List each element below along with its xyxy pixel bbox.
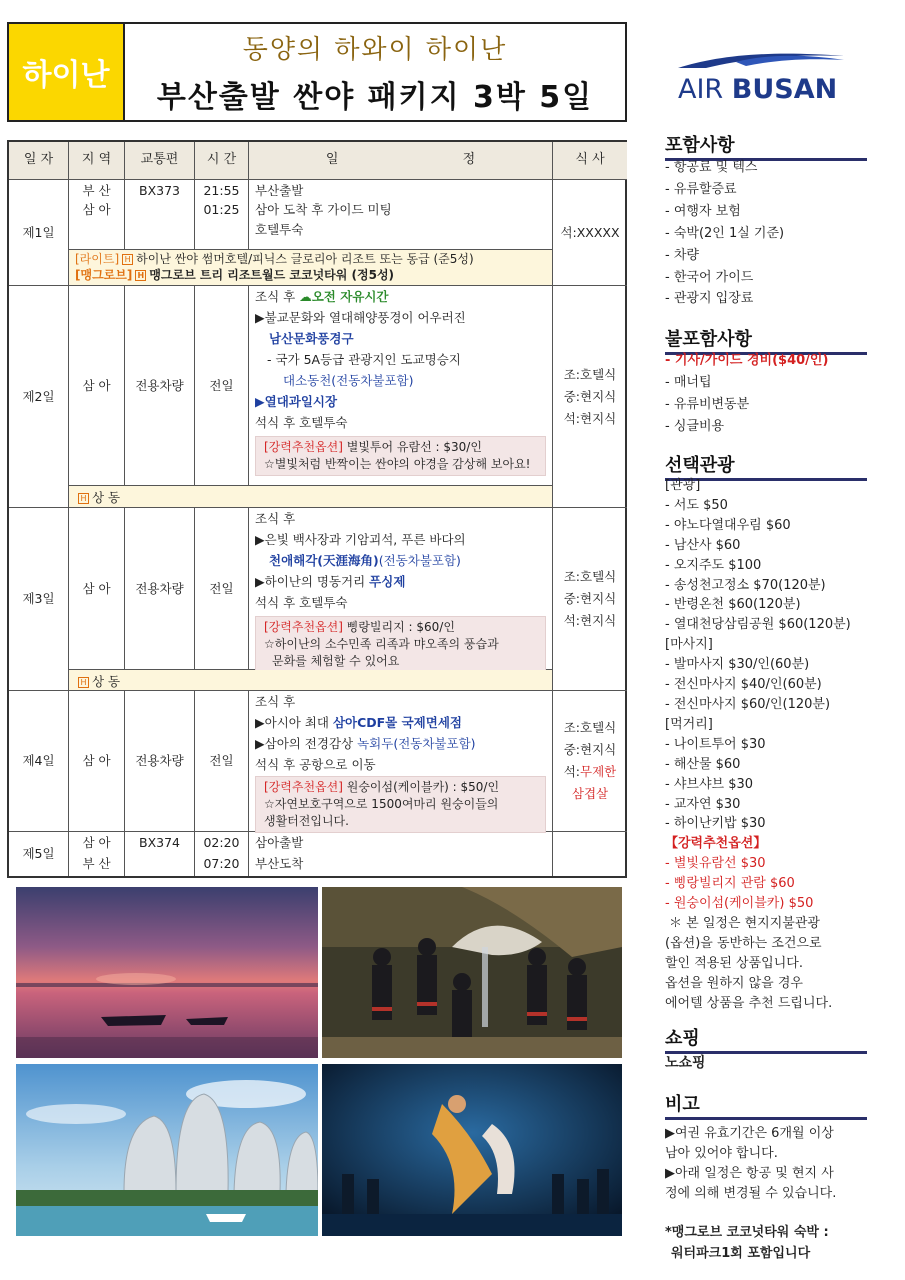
day2-transport: 전용차량 bbox=[125, 286, 195, 486]
day1-transport: BX373 bbox=[125, 180, 195, 250]
day5-region: 삼 아 부 산 bbox=[69, 832, 125, 876]
remarks-list: ▶여권 유효기간은 6개월 이상 남아 있어야 합니다. ▶아래 일정은 항공 및 현지 사 정에 의해 변경될 수 있습니다. bbox=[665, 1126, 837, 1201]
day1-label: 제1일 bbox=[9, 180, 69, 286]
hotel-icon: H bbox=[78, 493, 89, 504]
day1-hotel: [라이트] H 하이난 싼야 썸머호텔/피닉스 글로리아 리조트 또는 동급 (준5성) [맹그로브] H 맹그로브 트리 리조트월드 코코넛타워 (정5성) bbox=[69, 250, 553, 286]
day2-schedule: 조식 후 ☁오전 자유시간 ▶불교문화와 열대해양풍경이 어우러진 남산문화풍경구 - 국가 5A등급 관광지인 도교명승지 대소동천(전동차불포함) ▶열대과일시장 석식 후 호텔투숙 [강력추천옵션] 별빛투어 유람선 : $30/인 ☆별빛처럼 반짝이는 싼야의 야경을 감상해 보아요! bbox=[249, 286, 553, 486]
logo-text-busan: BUSAN bbox=[731, 74, 838, 105]
day3-time: 전일 bbox=[195, 508, 249, 670]
sunset-sea-photo bbox=[16, 887, 318, 1058]
header-subtitle: 동양의 하와이 하이난 bbox=[242, 34, 508, 65]
header-title: 부산출발 싼야 패키지 3박 5일 bbox=[156, 79, 594, 115]
included-heading: 포함사항 bbox=[665, 131, 867, 161]
day3-label: 제3일 bbox=[9, 508, 69, 691]
day2-region: 삼 아 bbox=[69, 286, 125, 486]
col-header-region: 지 역 bbox=[69, 142, 125, 180]
col-header-schedule: 일 정 bbox=[249, 142, 553, 180]
excluded-list: - 기사/가이드 경비($40/인) - 매너팁 - 유류비변동분 - 싱글비용 bbox=[665, 353, 829, 434]
recommend-heading: 【강력추천옵션】 bbox=[665, 836, 767, 852]
day5-schedule: 삼아출발 부산도착 bbox=[249, 832, 553, 876]
day5-label: 제5일 bbox=[9, 832, 69, 876]
day2-option-box: [강력추천옵션] 별빛투어 유람선 : $30/인 ☆별빛처럼 반짝이는 싼야의 야경을 감상해 보아요! bbox=[255, 436, 546, 476]
day4-time: 전일 bbox=[195, 691, 249, 832]
day1-region: 부 산 삼 아 bbox=[69, 180, 125, 250]
air-busan-logo bbox=[670, 48, 850, 108]
header-banner bbox=[7, 22, 627, 122]
footer-note: *맹그로브 코코넛타워 숙박 : 워터파크1회 포함입니다 bbox=[665, 1225, 829, 1261]
day2-time: 전일 bbox=[195, 286, 249, 486]
excluded-heading: 불포함사항 bbox=[665, 325, 867, 355]
day2-meals: 조:호텔식 중:현지식 석:현지식 bbox=[553, 286, 627, 508]
optional-tour-heading: 선택관광 bbox=[665, 451, 867, 481]
col-header-day: 일 자 bbox=[9, 142, 69, 180]
phoenix-island-photo bbox=[16, 1064, 318, 1236]
included-list: - 항공료 및 텍스 - 유류할증료 - 여행자 보험 - 숙박(2인 1실 기준) - 차량 - 한국어 가이드 - 관광지 입장료 bbox=[665, 160, 785, 307]
day4-meals: 조:호텔식 중:현지식 석:무제한 삼겹살 bbox=[553, 691, 627, 832]
day3-option-box: [강력추천옵션] 삥랑빌리지 : $60/인 ☆하이난의 소수민족 리족과 먀오족의 풍습과 문화를 체험할 수 있어요 bbox=[255, 616, 546, 673]
itinerary-table bbox=[7, 140, 627, 878]
day3-transport: 전용차량 bbox=[125, 508, 195, 670]
col-header-time: 시 간 bbox=[195, 142, 249, 180]
day3-region: 삼 아 bbox=[69, 508, 125, 670]
day1-schedule: 부산출발 삼아 도착 후 가이드 미팅 호텔투숙 bbox=[249, 180, 553, 250]
wing-icon bbox=[676, 48, 846, 70]
day4-label: 제4일 bbox=[9, 691, 69, 832]
shopping-heading: 쇼핑 bbox=[665, 1024, 867, 1054]
day1-time: 21:55 01:25 bbox=[195, 180, 249, 250]
day2-label: 제2일 bbox=[9, 286, 69, 508]
hotel-icon: H bbox=[135, 270, 146, 281]
hotel-icon: H bbox=[78, 677, 89, 688]
destination-tag: 하이난 bbox=[9, 24, 125, 120]
day4-schedule: 조식 후 ▶아시아 최대 삼아CDF몰 국제면세점 ▶삼아의 전경감상 녹회두(전동차불포함) 석식 후 공항으로 이동 [강력추천옵션] 원숭이섬(케이블카) : $50/인 ☆자연보호구역으로 1500여마리 원숭이들의 생활터전입니다. bbox=[249, 691, 553, 832]
remarks-heading: 비고 bbox=[665, 1090, 867, 1120]
optional-tour-list: [관광] - 서도 $50 - 야노다열대우림 $60 - 남산사 $60 - 오지주도 $100 - 송성천고정소 $70(120분) - 반령온천 $60(120분) - 열대천당삼림공원 $60(120분) [마사지] - 발마사지 $30/인(60분) - 전신마사지 $40/인(60분) - 전신마사지 $60/인(120분) [먹거리] - 나이트투어 $30 - 해산물 $60 - 샤브샤브 $30 - 교자연 $30 - 하이난키밥 $30 【강력추천옵션】 - 별빛유람선 $30 - 삥랑빌리지 관람 $60 - 원숭이섬(케이블카) $50 ＊ 본 일정은 현지지불관광 (옵션)을 동반하는 조건으로 할인 적용된 상품입니다. 옵션을 원하지 않을 경우 에어텔 상품을 추천 드립니다. bbox=[665, 476, 875, 1013]
col-header-meal: 식 사 bbox=[553, 142, 627, 180]
day3-hotel: H 상 동 bbox=[69, 670, 553, 691]
day5-transport: BX374 bbox=[125, 832, 195, 876]
day2-hotel: H 상 동 bbox=[69, 486, 553, 508]
day5-time: 02:20 07:20 bbox=[195, 832, 249, 876]
day3-meals: 조:호텔식 중:현지식 석:현지식 bbox=[553, 508, 627, 691]
day4-region: 삼 아 bbox=[69, 691, 125, 832]
col-header-transport: 교통편 bbox=[125, 142, 195, 180]
shopping-value: 노쇼핑 bbox=[665, 1055, 706, 1071]
logo-text-air: AIR bbox=[678, 74, 732, 105]
day5-meal bbox=[553, 832, 627, 876]
sun-icon: ☁ bbox=[299, 289, 312, 304]
day1-meal: 석:XXXXX bbox=[553, 180, 627, 286]
stage-show-photo bbox=[322, 1064, 622, 1236]
day3-schedule: 조식 후 ▶은빛 백사장과 기암괴석, 푸른 바다의 천애해각(天涯海角)(전동차불포함) ▶하이난의 명동거리 푸싱제 석식 후 호텔투숙 [강력추천옵션] 삥랑빌리지 : $60/인 ☆하이난의 소수민족 리족과 먀오족의 풍습과 문화를 체험할 수 있어요 bbox=[249, 508, 553, 670]
day4-transport: 전용차량 bbox=[125, 691, 195, 832]
hotel-icon: H bbox=[122, 254, 133, 265]
bamboo-dance-photo bbox=[322, 887, 622, 1058]
day4-option-box: [강력추천옵션] 원숭이섬(케이블카) : $50/인 ☆자연보호구역으로 1500여마리 원숭이들의 생활터전입니다. bbox=[255, 776, 546, 833]
